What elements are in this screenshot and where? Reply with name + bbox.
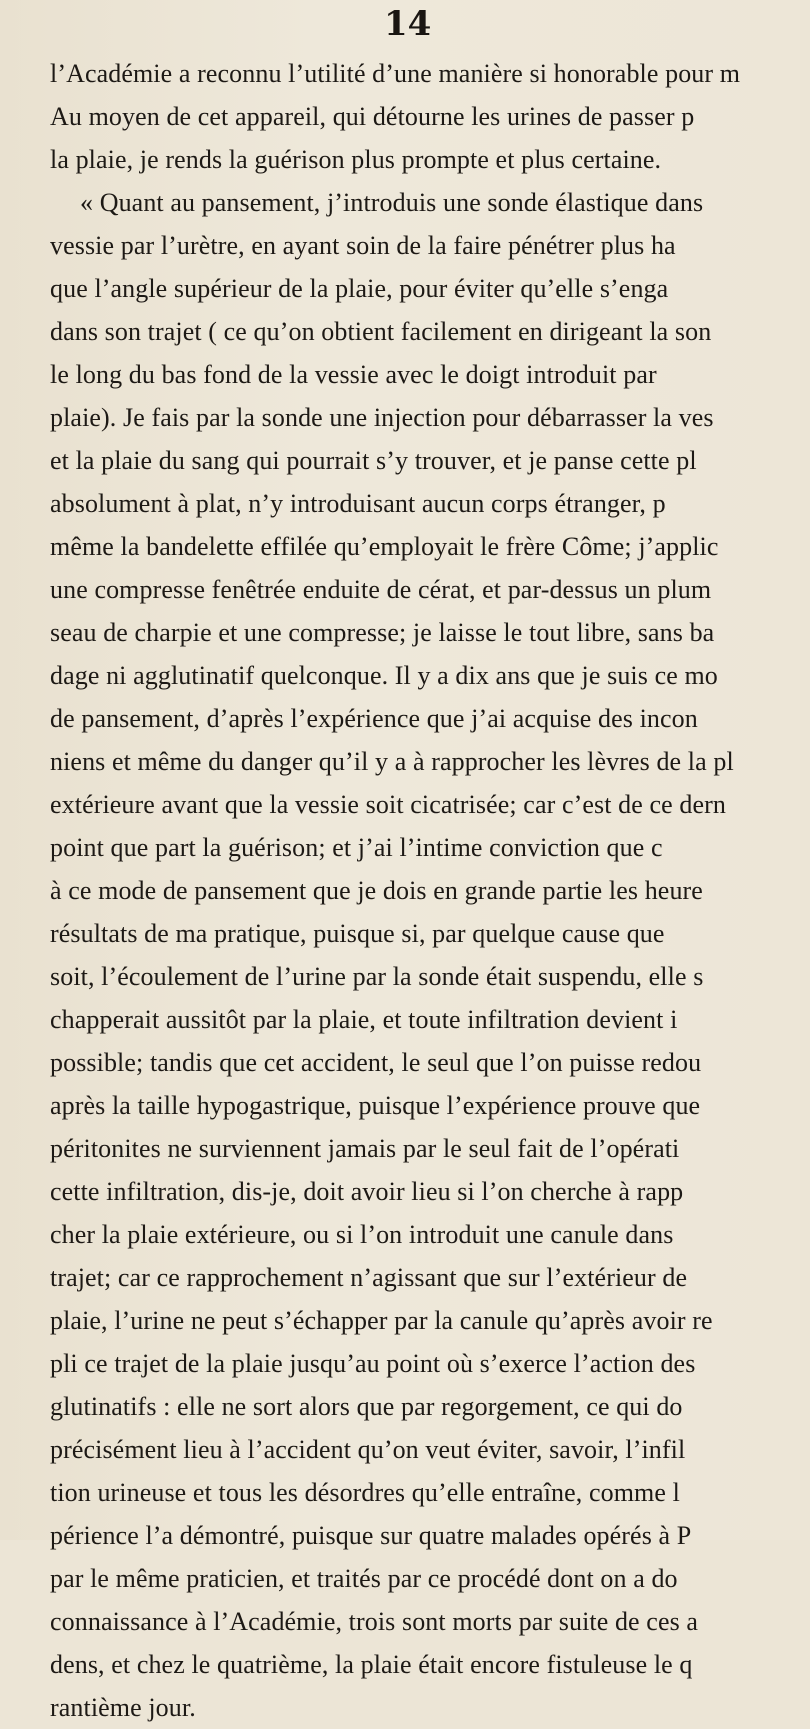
text-line: extérieure avant que la vessie soit cicatrisée; car c’est de ce dern [50, 790, 726, 819]
text-line: résultats de ma pratique, puisque si, par quelque cause que [50, 919, 665, 948]
text-line: point que part la guérison; et j’ai l’intime conviction que c [50, 833, 663, 862]
text-line: tion urineuse et tous les désordres qu’elle entraîne, comme l [50, 1478, 680, 1507]
text-line: par le même praticien, et traités par ce procédé dont on a do [50, 1564, 678, 1593]
text-line: vessie par l’urètre, en ayant soin de la faire pénétrer plus ha [50, 231, 676, 260]
text-line: péritonites ne surviennent jamais par le seul fait de l’opérati [50, 1134, 680, 1163]
page-number: 14 [384, 4, 432, 44]
text-line: même la bandelette effilée qu’employait le frère Côme; j’applic [50, 532, 719, 561]
text-line: précisément lieu à l’accident qu’on veut éviter, savoir, l’infil [50, 1435, 686, 1464]
text-line: à ce mode de pansement que je dois en grande partie les heure [50, 876, 703, 905]
text-line: dens, et chez le quatrième, la plaie était encore fistuleuse le q [50, 1650, 693, 1679]
text-line: possible; tandis que cet accident, le seul que l’on puisse redou [50, 1048, 702, 1077]
text-line: périence l’a démontré, puisque sur quatre malades opérés à P [50, 1521, 692, 1550]
text-line: après la taille hypogastrique, puisque l’expérience prouve que [50, 1091, 701, 1120]
text-line: cher la plaie extérieure, ou si l’on introduit une canule dans [50, 1220, 674, 1249]
text-line: plaie). Je fais par la sonde une injection pour débarrasser la ves [50, 403, 714, 432]
text-line: dans son trajet ( ce qu’on obtient facilement en dirigeant la son [50, 317, 712, 346]
text-line: absolument à plat, n’y introduisant aucun corps étranger, p [50, 489, 666, 518]
text-line: que l’angle supérieur de la plaie, pour éviter qu’elle s’enga [50, 274, 669, 303]
text-line: soit, l’écoulement de l’urine par la sonde était suspendu, elle s [50, 962, 704, 991]
text-line: glutinatifs : elle ne sort alors que par regorgement, ce qui do [50, 1392, 683, 1421]
text-line: pli ce trajet de la plaie jusqu’au point où s’exerce l’action des [50, 1349, 696, 1378]
text-line: rantième jour. [50, 1693, 196, 1722]
text-line: seau de charpie et une compresse; je laisse le tout libre, sans ba [50, 618, 715, 647]
text-line: cette infiltration, dis-je, doit avoir lieu si l’on cherche à rapp [50, 1177, 684, 1206]
text-line: la plaie, je rends la guérison plus prompte et plus certaine. [50, 145, 662, 174]
text-line: plaie, l’urine ne peut s’échapper par la canule qu’après avoir re [50, 1306, 713, 1335]
text-line: trajet; car ce rapprochement n’agissant que sur l’extérieur de [50, 1263, 688, 1292]
text-line: Au moyen de cet appareil, qui détourne les urines de passer p [50, 102, 695, 131]
text-line: et la plaie du sang qui pourrait s’y trouver, et je panse cette pl [50, 446, 697, 475]
text-line: connaissance à l’Académie, trois sont morts par suite de ces a [50, 1607, 699, 1636]
text-line: « Quant au pansement, j’introduis une sonde élastique dans [80, 188, 704, 217]
text-line: dage ni agglutinatif quelconque. Il y a dix ans que je suis ce mo [50, 661, 718, 690]
text-line: niens et même du danger qu’il y a à rapprocher les lèvres de la pl [50, 747, 734, 776]
text-line: une compresse fenêtrée enduite de cérat, et par-dessus un plum [50, 575, 712, 604]
text-line: de pansement, d’après l’expérience que j’ai acquise des incon [50, 704, 698, 733]
text-line: chapperait aussitôt par la plaie, et toute infiltration devient i [50, 1005, 678, 1034]
body-text [50, 52, 810, 1729]
text-line: l’Académie a reconnu l’utilité d’une manière si honorable pour m [50, 59, 741, 88]
text-line: le long du bas fond de la vessie avec le doigt introduit par [50, 360, 657, 389]
